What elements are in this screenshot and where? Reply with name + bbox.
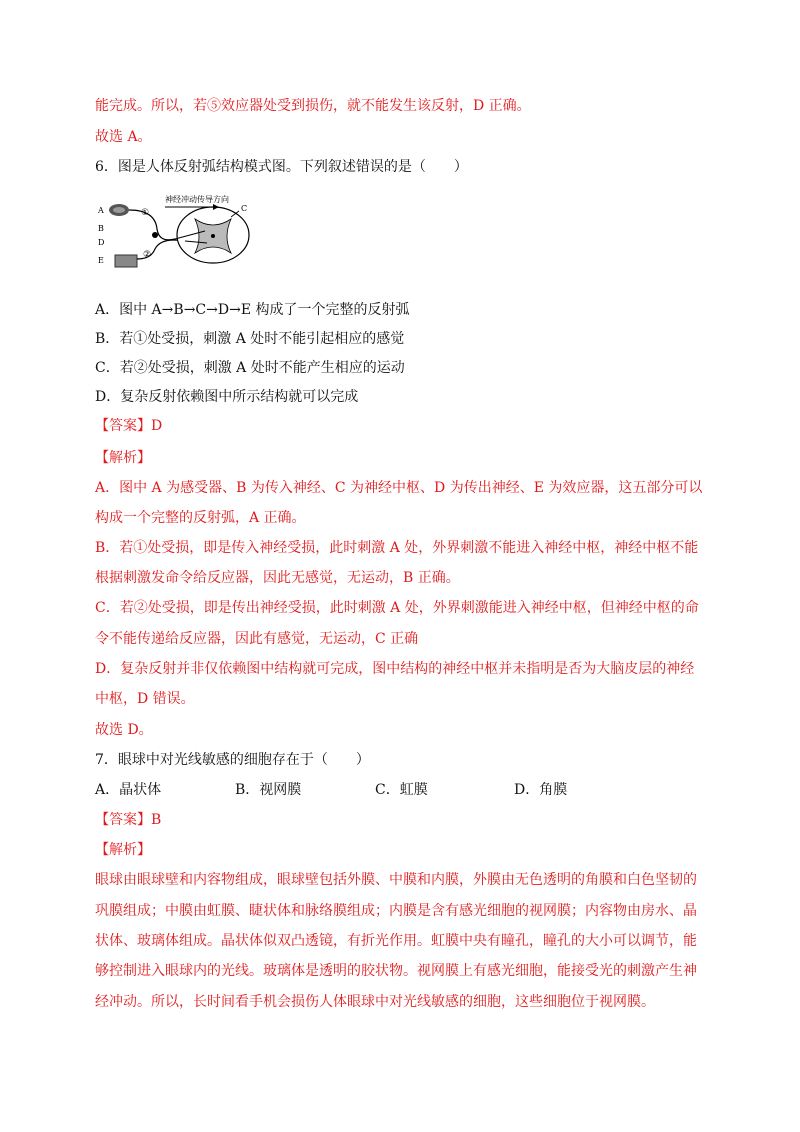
q6-analysis-title: 【解析】 bbox=[95, 450, 151, 466]
q6-analysis-line: 构成一个完整的反射弧，A 正确。 bbox=[95, 510, 306, 526]
q7-analysis-line: 状体、玻璃体组成。晶状体似双凸透镜，有折光作用。虹膜中央有瞳孔，瞳孔的大小可以调节，能 bbox=[95, 933, 697, 949]
label-circle-1: ① bbox=[141, 208, 150, 218]
q7-option-c: C．虹膜 bbox=[375, 782, 428, 798]
q7-option-a: A．晶状体 bbox=[95, 782, 162, 798]
intro-line-1: 能完成。所以，若⑤效应器处受到损伤，就不能发生该反射，D 正确。 bbox=[95, 98, 531, 114]
effector-E-shape bbox=[115, 255, 137, 267]
q7-analysis-title: 【解析】 bbox=[95, 842, 151, 858]
spinal-cord-C bbox=[175, 207, 249, 263]
diagram-caption: 神经冲动传导方向 bbox=[165, 195, 229, 204]
q7-analysis-line: 巩膜组成；中膜由虹膜、睫状体和脉络膜组成；内膜是含有感光细胞的视网膜；内容物由房水、晶 bbox=[95, 903, 697, 919]
q6-analysis-line: B．若①处受损，即是传入神经受损，此时刺激 A 处，外界刺激不能进入神经中枢，神经中枢不能 bbox=[95, 540, 699, 556]
q6-option-c: C．若②处受损，刺激 A 处时不能产生相应的运动 bbox=[95, 360, 405, 376]
label-E: E bbox=[98, 256, 104, 265]
q7-analysis-line: 眼球由眼球壁和内容物组成，眼球壁包括外膜、中膜和内膜，外膜由无色透明的角膜和白色坚韧的 bbox=[95, 872, 697, 888]
label-D: D bbox=[98, 238, 105, 247]
q6-analysis-line: 中枢，D 错误。 bbox=[95, 691, 195, 707]
q6-analysis-line: 故选 D。 bbox=[95, 722, 153, 738]
q7-option-d: D．角膜 bbox=[514, 782, 568, 798]
ganglion-dot bbox=[152, 232, 158, 238]
q6-answer: 【答案】D bbox=[95, 418, 163, 434]
intro-line-2: 故选 A。 bbox=[95, 129, 152, 145]
q6-stem: 6．图是人体反射弧结构模式图。下列叙述错误的是（ ） bbox=[95, 159, 468, 175]
q6-analysis-line: D．复杂反射并非仅依赖图中结构就可完成，图中结构的神经中枢并未指明是否为大脑皮层的神经 bbox=[95, 661, 695, 677]
q7-stem: 7．眼球中对光线敏感的细胞存在于（ ） bbox=[95, 752, 370, 768]
label-A: A bbox=[98, 206, 104, 215]
label-C: C bbox=[241, 204, 248, 213]
afferent-nerve-B bbox=[129, 210, 175, 240]
q6-option-a: A．图中 A→B→C→D→E 构成了一个完整的反射弧 bbox=[95, 302, 410, 318]
q6-option-b: B．若①处受损，刺激 A 处时不能引起相应的感觉 bbox=[95, 331, 405, 347]
q6-analysis-line: C．若②处受损，即是传出神经受损，此时刺激 A 处，外界刺激能进入神经中枢，但神经中枢的命 bbox=[95, 600, 699, 616]
q6-option-d: D．复杂反射依赖图中所示结构就可以完成 bbox=[95, 389, 359, 405]
label-circle-2: ② bbox=[143, 250, 152, 260]
receptor-A-shape bbox=[109, 204, 129, 216]
label-B: B bbox=[98, 224, 104, 233]
q6-analysis-line: 根据刺激发命令给反应器，因此无感觉，无运动，B 正确。 bbox=[95, 570, 460, 586]
q7-answer: 【答案】B bbox=[95, 812, 162, 828]
q7-analysis-line: 经冲动。所以，长时间看手机会损伤人体眼球中对光线敏感的细胞，这些细胞位于视网膜。 bbox=[95, 994, 655, 1010]
q7-option-b: B．视网膜 bbox=[235, 782, 302, 798]
reflex-arc-diagram bbox=[95, 193, 265, 275]
q6-analysis-line: A．图中 A 为感受器、B 为传入神经、C 为神经中枢、D 为传出神经、E 为效应器，这五部分可以 bbox=[95, 480, 703, 496]
q6-analysis-line: 令不能传递给反应器，因此有感觉，无运动，C 正确 bbox=[95, 631, 419, 647]
q7-analysis-line: 够控制进入眼球内的光线。玻璃体是透明的胶状物。视网膜上有感光细胞，能接受光的刺激产生神 bbox=[95, 963, 697, 979]
